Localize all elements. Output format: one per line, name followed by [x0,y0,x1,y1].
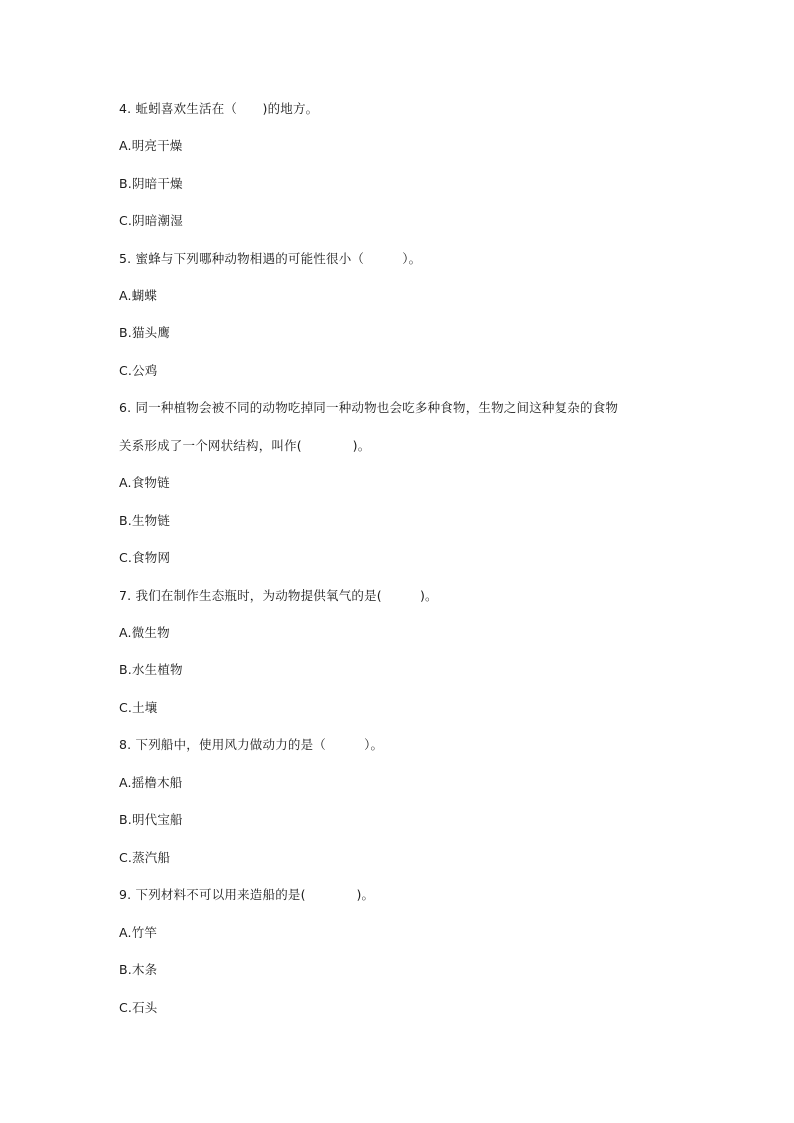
question-6-option-c: C.食物网 [119,550,171,565]
question-6-option-a: A.食物链 [119,475,170,490]
question-7-option-b: B.水生植物 [119,662,183,677]
question-4-option-c: C.阴暗潮湿 [119,213,183,228]
question-8-option-c: C.蒸汽船 [119,850,171,865]
question-9-option-c: C.石头 [119,1000,158,1015]
question-6-stem-line-1: 6. 同一种植物会被不同的动物吃掉同一种动物也会吃多种食物，生物之间这种复杂的食物 [119,400,619,415]
question-5-stem: 5. 蜜蜂与下列哪种动物相遇的可能性很小（ ）。 [119,251,422,266]
question-7-option-c: C.土壤 [119,700,158,715]
question-5-option-b: B.猫头鹰 [119,325,171,340]
question-6-stem-line-2: 关系形成了一个网状结构，叫作( )。 [119,438,371,453]
question-9-option-b: B.木条 [119,962,158,977]
question-4-option-b: B.阴暗干燥 [119,176,183,191]
question-8-option-a: A.摇橹木船 [119,775,183,790]
question-5-option-a: A.蝴蝶 [119,288,158,303]
question-5-option-c: C.公鸡 [119,363,158,378]
question-7-option-a: A.微生物 [119,625,170,640]
question-4-stem: 4. 蚯蚓喜欢生活在（ )的地方。 [119,101,319,116]
question-8-option-b: B.明代宝船 [119,812,183,827]
question-4-option-a: A.明亮干燥 [119,138,183,153]
question-7-stem: 7. 我们在制作生态瓶时，为动物提供氧气的是( )。 [119,588,438,603]
question-8-stem: 8. 下列船中，使用风力做动力的是（ ）。 [119,737,384,752]
question-9-stem: 9. 下列材料不可以用来造船的是( )。 [119,887,375,902]
question-9-option-a: A.竹竿 [119,925,158,940]
question-6-option-b: B.生物链 [119,513,171,528]
